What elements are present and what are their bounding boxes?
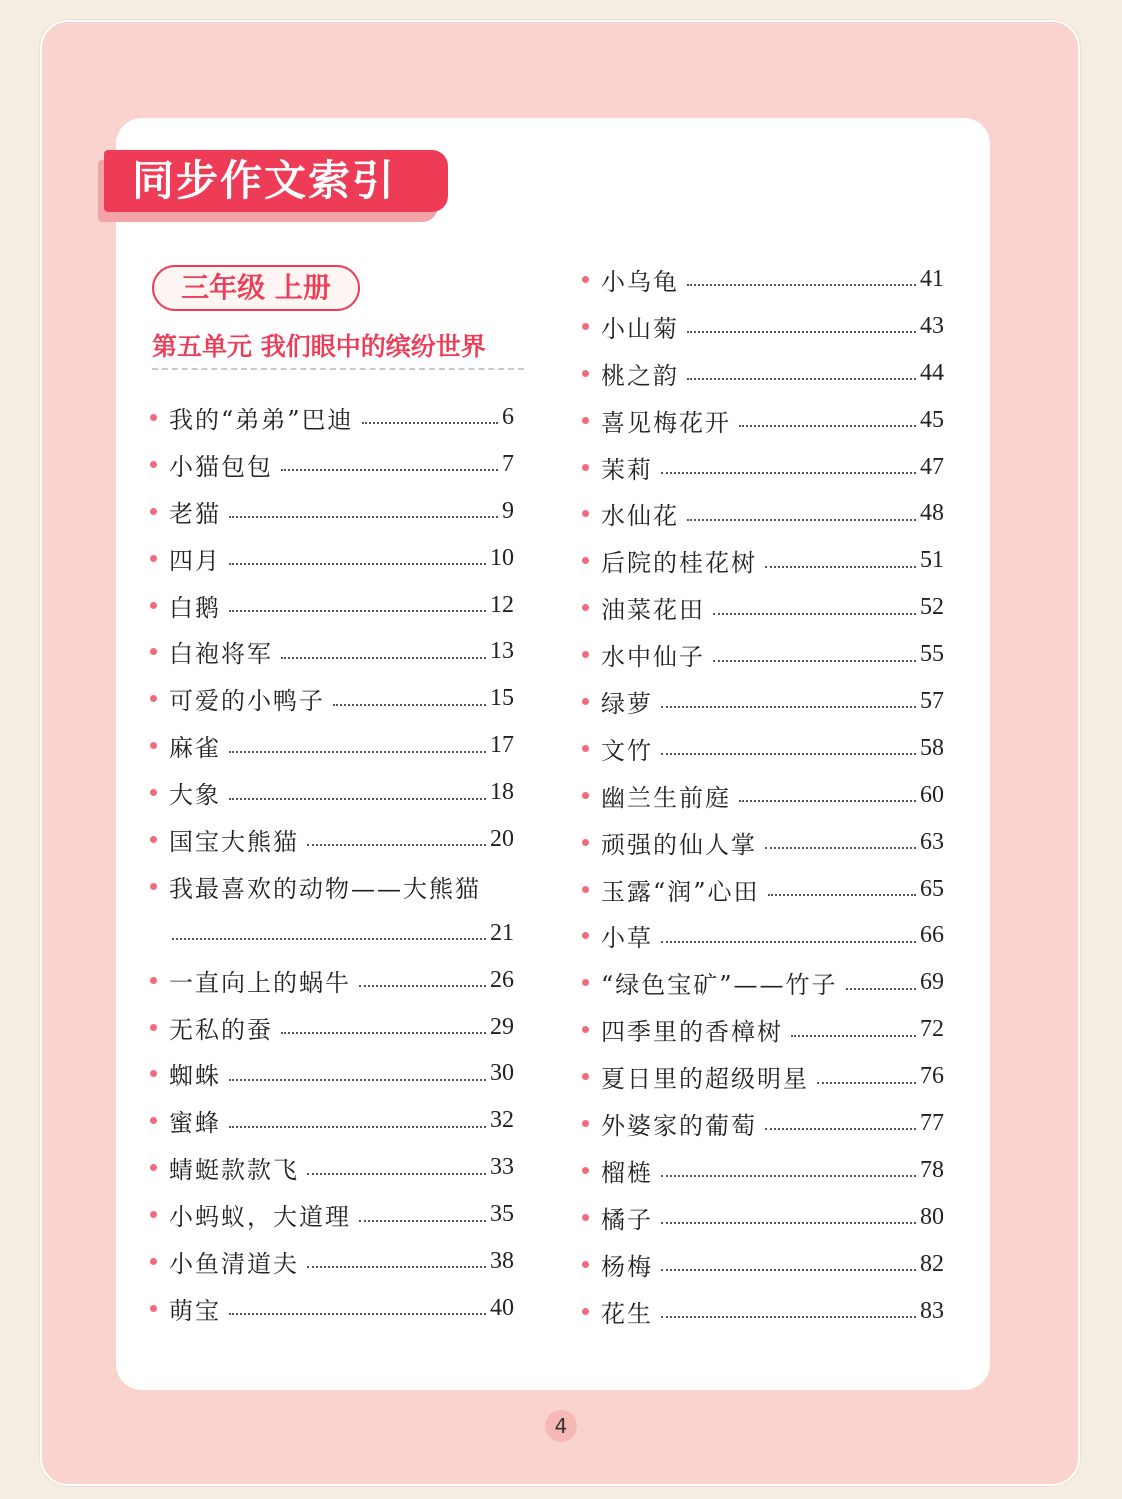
entry-title: 水中仙子 bbox=[601, 643, 705, 672]
entry-page: 21 bbox=[490, 919, 514, 946]
dot-leader bbox=[229, 563, 486, 565]
bullet-icon bbox=[582, 745, 589, 752]
bullet-icon bbox=[150, 414, 157, 421]
index-entry[interactable] bbox=[582, 1100, 944, 1147]
index-entry[interactable] bbox=[582, 866, 944, 913]
bullet-icon bbox=[582, 979, 589, 986]
entry-title: 一直向上的蜗牛 bbox=[169, 968, 351, 997]
entry-title: 油菜花田 bbox=[601, 596, 705, 625]
dot-leader bbox=[817, 1082, 916, 1084]
entry-page: 66 bbox=[920, 922, 944, 949]
entry-page: 57 bbox=[920, 687, 944, 714]
unit-heading: 第五单元 我们眼中的缤纷世界 bbox=[152, 330, 524, 370]
entry-page: 65 bbox=[920, 875, 944, 902]
bullet-icon bbox=[150, 977, 157, 984]
right-index-list bbox=[582, 256, 944, 1334]
entry-title: 国宝大熊猫 bbox=[169, 827, 299, 856]
bullet-icon bbox=[582, 932, 589, 939]
dot-leader bbox=[362, 422, 498, 424]
dot-leader bbox=[661, 753, 916, 755]
index-entry[interactable] bbox=[150, 394, 514, 441]
entry-page: 44 bbox=[920, 359, 944, 386]
index-entry[interactable] bbox=[150, 863, 514, 910]
entry-page: 38 bbox=[490, 1247, 514, 1274]
index-entry[interactable] bbox=[582, 631, 944, 678]
bullet-icon bbox=[582, 839, 589, 846]
index-entry[interactable] bbox=[150, 769, 514, 816]
entry-title: 我的“弟弟”巴迪 bbox=[169, 405, 354, 434]
index-entry[interactable] bbox=[582, 256, 944, 303]
entry-page: 55 bbox=[920, 641, 944, 668]
index-entry[interactable] bbox=[150, 722, 514, 769]
bullet-icon bbox=[150, 508, 157, 515]
entry-title: 杨梅 bbox=[601, 1252, 653, 1281]
entry-title: 小草 bbox=[601, 924, 653, 953]
left-index-list bbox=[150, 394, 514, 1332]
bullet-icon bbox=[150, 742, 157, 749]
entry-page: 45 bbox=[920, 406, 944, 433]
index-entry[interactable] bbox=[150, 675, 514, 722]
dot-leader bbox=[846, 988, 916, 990]
entry-page: 72 bbox=[920, 1016, 944, 1043]
dot-leader bbox=[739, 425, 916, 427]
index-entry[interactable] bbox=[582, 678, 944, 725]
entry-page: 80 bbox=[920, 1203, 944, 1230]
bullet-icon bbox=[150, 602, 157, 609]
dot-leader bbox=[687, 378, 916, 380]
index-entry[interactable] bbox=[582, 1006, 944, 1053]
entry-title: 白鹅 bbox=[169, 593, 221, 622]
entry-page: 18 bbox=[490, 779, 514, 806]
bullet-icon bbox=[582, 1167, 589, 1174]
bullet-icon bbox=[582, 557, 589, 564]
entry-title: 小蚂蚁，大道理 bbox=[169, 1203, 351, 1232]
entry-title: 顽强的仙人掌 bbox=[601, 830, 757, 859]
entry-title: 无私的蚕 bbox=[169, 1015, 273, 1044]
entry-title: 外婆家的葡萄 bbox=[601, 1111, 757, 1140]
dot-leader bbox=[229, 751, 486, 753]
entry-page: 41 bbox=[920, 265, 944, 292]
dot-leader bbox=[307, 1173, 486, 1175]
bullet-icon bbox=[582, 1026, 589, 1033]
bullet-icon bbox=[150, 648, 157, 655]
index-entry[interactable] bbox=[150, 1238, 514, 1285]
bullet-icon bbox=[150, 461, 157, 468]
bullet-icon bbox=[150, 695, 157, 702]
entry-page: 48 bbox=[920, 500, 944, 527]
dot-leader bbox=[229, 1313, 486, 1315]
dot-leader bbox=[359, 985, 486, 987]
entry-page: 32 bbox=[490, 1107, 514, 1134]
bullet-icon bbox=[582, 651, 589, 658]
entry-page: 10 bbox=[490, 544, 514, 571]
dot-leader bbox=[661, 941, 916, 943]
entry-title: 桃之韵 bbox=[601, 361, 679, 390]
dot-leader bbox=[661, 472, 916, 474]
index-entry[interactable] bbox=[582, 912, 944, 959]
index-entry[interactable] bbox=[582, 959, 944, 1006]
index-entry[interactable] bbox=[582, 819, 944, 866]
bullet-icon bbox=[582, 510, 589, 517]
entry-page: 78 bbox=[920, 1156, 944, 1183]
bullet-icon bbox=[582, 1308, 589, 1315]
entry-title: 幽兰生前庭 bbox=[601, 783, 731, 812]
entry-page: 29 bbox=[490, 1013, 514, 1040]
bullet-icon bbox=[582, 886, 589, 893]
dot-leader bbox=[307, 1266, 486, 1268]
entry-title: 水仙花 bbox=[601, 502, 679, 531]
index-entry[interactable] bbox=[582, 1288, 944, 1335]
index-entry[interactable] bbox=[150, 1144, 514, 1191]
entry-title: 白袍将军 bbox=[169, 640, 273, 669]
bullet-icon bbox=[582, 417, 589, 424]
bullet-icon bbox=[150, 555, 157, 562]
bullet-icon bbox=[582, 323, 589, 330]
dot-leader bbox=[229, 610, 486, 612]
entry-title: 榴梿 bbox=[601, 1158, 653, 1187]
entry-title: “绿色宝矿”——竹子 bbox=[601, 971, 838, 1000]
dot-leader bbox=[359, 1220, 486, 1222]
dot-leader bbox=[661, 706, 916, 708]
entry-page: 43 bbox=[920, 312, 944, 339]
page-title: 同步作文索引 bbox=[104, 150, 448, 212]
dot-leader bbox=[333, 704, 486, 706]
entry-page: 58 bbox=[920, 734, 944, 761]
entry-title: 小乌龟 bbox=[601, 267, 679, 296]
bullet-icon bbox=[150, 836, 157, 843]
page-number: 4 bbox=[545, 1410, 577, 1442]
index-entry[interactable] bbox=[582, 584, 944, 631]
entry-title: 大象 bbox=[169, 781, 221, 810]
dot-leader bbox=[768, 894, 916, 896]
bullet-icon bbox=[150, 789, 157, 796]
entry-title: 小鱼清道夫 bbox=[169, 1249, 299, 1278]
bullet-icon bbox=[150, 1258, 157, 1265]
bullet-icon bbox=[582, 1214, 589, 1221]
entry-title: 橘子 bbox=[601, 1205, 653, 1234]
entry-title: 可爱的小鸭子 bbox=[169, 687, 325, 716]
dot-leader bbox=[229, 516, 498, 518]
entry-title: 喜见梅花开 bbox=[601, 408, 731, 437]
dot-leader bbox=[229, 1079, 486, 1081]
entry-page: 13 bbox=[490, 638, 514, 665]
dot-leader bbox=[307, 844, 486, 846]
entry-title: 四月 bbox=[169, 546, 221, 575]
index-entry[interactable] bbox=[150, 628, 514, 675]
dot-leader bbox=[281, 469, 498, 471]
index-entry[interactable] bbox=[582, 772, 944, 819]
bullet-icon bbox=[150, 1070, 157, 1077]
entry-page: 40 bbox=[490, 1294, 514, 1321]
index-entry[interactable] bbox=[150, 488, 514, 535]
entry-title: 茉莉 bbox=[601, 455, 653, 484]
entry-page: 15 bbox=[490, 685, 514, 712]
bullet-icon bbox=[582, 792, 589, 799]
bullet-icon bbox=[150, 1305, 157, 1312]
entry-page: 20 bbox=[490, 825, 514, 852]
bullet-icon bbox=[582, 1261, 589, 1268]
index-entry[interactable] bbox=[150, 1004, 514, 1051]
index-entry[interactable] bbox=[582, 1194, 944, 1241]
index-entry[interactable] bbox=[582, 397, 944, 444]
index-entry[interactable] bbox=[150, 1285, 514, 1332]
dot-leader bbox=[661, 1269, 916, 1271]
dot-leader bbox=[791, 1035, 916, 1037]
dot-leader bbox=[765, 566, 916, 568]
dot-leader bbox=[229, 798, 486, 800]
index-entry[interactable] bbox=[582, 537, 944, 584]
dot-leader bbox=[739, 800, 916, 802]
entry-title: 我最喜欢的动物——大熊猫 bbox=[169, 874, 481, 903]
index-entry[interactable] bbox=[582, 725, 944, 772]
entry-page: 76 bbox=[920, 1063, 944, 1090]
entry-title: 蜘蛛 bbox=[169, 1062, 221, 1091]
entry-page: 60 bbox=[920, 781, 944, 808]
entry-title: 花生 bbox=[601, 1299, 653, 1328]
dot-leader bbox=[687, 519, 916, 521]
entry-title: 后院的桂花树 bbox=[601, 549, 757, 578]
bullet-icon bbox=[150, 883, 157, 890]
entry-title: 绿萝 bbox=[601, 689, 653, 718]
index-entry[interactable] bbox=[582, 303, 944, 350]
entry-page: 52 bbox=[920, 594, 944, 621]
dot-leader bbox=[687, 331, 916, 333]
entry-title: 夏日里的超级明星 bbox=[601, 1065, 809, 1094]
entry-title: 蜻蜓款款飞 bbox=[169, 1156, 299, 1185]
entry-page: 33 bbox=[490, 1154, 514, 1181]
index-entry[interactable] bbox=[582, 1147, 944, 1194]
dot-leader bbox=[713, 613, 916, 615]
bullet-icon bbox=[582, 1073, 589, 1080]
index-entry[interactable] bbox=[582, 444, 944, 491]
entry-page: 63 bbox=[920, 828, 944, 855]
entry-page: 26 bbox=[490, 966, 514, 993]
index-entry[interactable] bbox=[582, 490, 944, 537]
entry-title: 小山菊 bbox=[601, 314, 679, 343]
entry-page: 51 bbox=[920, 547, 944, 574]
entry-page: 83 bbox=[920, 1297, 944, 1324]
dot-leader bbox=[172, 938, 486, 940]
entry-page: 7 bbox=[502, 450, 514, 477]
entry-title: 四季里的香樟树 bbox=[601, 1018, 783, 1047]
index-entry[interactable] bbox=[150, 1191, 514, 1238]
index-entry[interactable] bbox=[150, 957, 514, 1004]
entry-page: 12 bbox=[490, 591, 514, 618]
dot-leader bbox=[281, 1032, 486, 1034]
index-entry[interactable] bbox=[150, 582, 514, 629]
dot-leader bbox=[765, 847, 916, 849]
index-entry[interactable] bbox=[150, 441, 514, 488]
entry-page: 77 bbox=[920, 1109, 944, 1136]
dot-leader bbox=[661, 1316, 916, 1318]
entry-page: 30 bbox=[490, 1060, 514, 1087]
entry-title: 麻雀 bbox=[169, 734, 221, 763]
bullet-icon bbox=[582, 464, 589, 471]
entry-page: 35 bbox=[490, 1201, 514, 1228]
bullet-icon bbox=[582, 370, 589, 377]
dot-leader bbox=[661, 1222, 916, 1224]
bullet-icon bbox=[582, 1120, 589, 1127]
dot-leader bbox=[281, 657, 486, 659]
entry-page: 47 bbox=[920, 453, 944, 480]
bullet-icon bbox=[582, 604, 589, 611]
index-entry[interactable] bbox=[582, 1241, 944, 1288]
entry-page: 17 bbox=[490, 732, 514, 759]
entry-page: 69 bbox=[920, 969, 944, 996]
index-entry[interactable] bbox=[150, 535, 514, 582]
entry-title: 蜜蜂 bbox=[169, 1109, 221, 1138]
dot-leader bbox=[661, 1175, 916, 1177]
entry-page: 9 bbox=[502, 497, 514, 524]
entry-title: 老猫 bbox=[169, 499, 221, 528]
dot-leader bbox=[765, 1128, 916, 1130]
index-entry[interactable] bbox=[150, 1050, 514, 1097]
entry-page: 82 bbox=[920, 1250, 944, 1277]
dot-leader bbox=[713, 660, 916, 662]
grade-label: 三年级 上册 bbox=[152, 265, 360, 311]
index-entry[interactable] bbox=[150, 1097, 514, 1144]
entry-title: 萌宝 bbox=[169, 1296, 221, 1325]
dot-leader bbox=[229, 1126, 486, 1128]
bullet-icon bbox=[150, 1164, 157, 1171]
index-entry-continuation[interactable] bbox=[150, 910, 514, 957]
entry-title: 小猫包包 bbox=[169, 452, 273, 481]
bullet-icon bbox=[582, 276, 589, 283]
index-entry[interactable] bbox=[150, 816, 514, 863]
bullet-icon bbox=[582, 698, 589, 705]
bullet-icon bbox=[150, 1024, 157, 1031]
entry-page: 6 bbox=[502, 403, 514, 430]
entry-title: 玉露“润”心田 bbox=[601, 877, 760, 906]
dot-leader bbox=[687, 284, 916, 286]
bullet-icon bbox=[150, 1211, 157, 1218]
bullet-icon bbox=[150, 1117, 157, 1124]
index-entry[interactable] bbox=[582, 1053, 944, 1100]
index-entry[interactable] bbox=[582, 350, 944, 397]
entry-title: 文竹 bbox=[601, 736, 653, 765]
